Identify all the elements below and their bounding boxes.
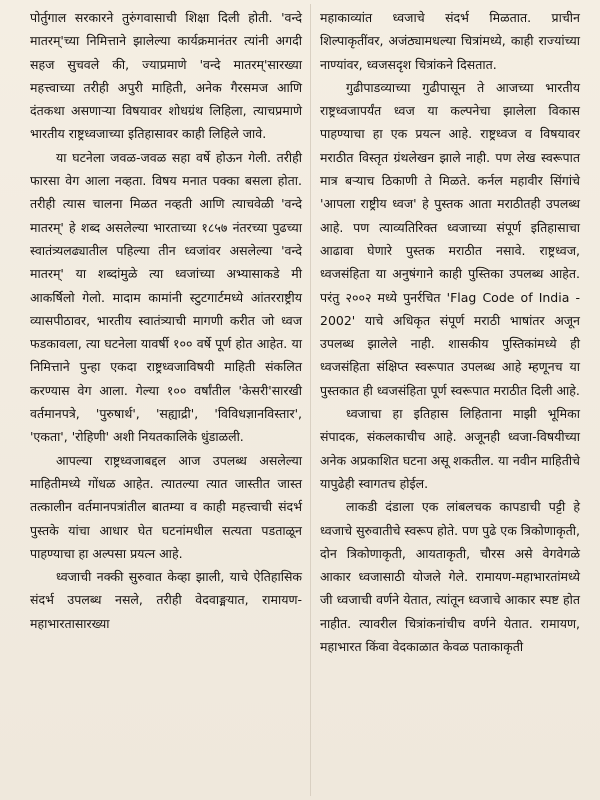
paragraph-left-3: आपल्या राष्ट्रध्वजाबद्दल आज उपलब्ध असलेल्या माहितीमध्ये गोंधळ आहेत. त्यातल्या त्यात जास्तीत जास्त तत्कालीन वर्तमानपत्रांतील बातम्या व काही महत्त्वाची संदर्भ पुस्तके यांचा आधार घेत घटनांमधील सत्यता पडताळून पाहण्याचा हा अल्पसा प्रयत्न आहे.: [30, 452, 302, 561]
left-column: [30, 6, 302, 635]
paragraph-right-3: ध्वजाचा हा इतिहास लिहिताना माझी भूमिका संपादक, संकलकाचीच आहे. अजूनही ध्वजा-विषयीच्या अनेक अप्रकाशित घटना असू शकतील. या नवीन माहितीचे यापुढेही स्वागतच होईल.: [320, 406, 580, 491]
paragraph-right-2: गुढीपाडव्याच्या गुढीपासून ते आजच्या भारतीय राष्ट्रध्वजापर्यंत ध्वज या कल्पनेचा झालेला विकास पाहण्याचा हा एक प्रयत्न आहे. राष्ट्रध्वज व विषयावर मराठीत विस्तृत ग्रंथलेखन झाले नाही. पण लेख स्वरूपात मात्र बऱ्याच ठिकाणी ते मिळते. कर्नल महावीर सिंगांचे 'आपला राष्ट्रीय ध्वज' हे पुस्तक आता मराठीतही उपलब्ध आहे. पण त्याव्यतिरिक्त ध्वजाच्या संपूर्ण इतिहासाचा आढावा घेणारे पुस्तक मराठीत नसावे. राष्ट्रध्वज, ध्वजसंहिता या अनुषंगाने काही पुस्तिका उपलब्ध आहेत. परंतु २००२ मध्ये पुनर्रचित 'Flag Code of India - 2002' याचे अधिकृत संपूर्ण मराठी भाषांतर अजून उपलब्ध झालेले नाही. शासकीय पुस्तिकांमध्ये ही ध्वजसंहिता संक्षिप्त स्वरूपात उपलब्ध आहे म्हणूनच या पुस्तकात ही ध्वजसंहिता पूर्ण स्वरूपात मराठीत दिली आहे.: [320, 79, 580, 398]
right-column: [320, 6, 580, 658]
paragraph-left-1: पोर्तुगाल सरकारने तुरुंगवासाची शिक्षा दिली होती. 'वन्दे मातरम्'च्या निमित्ताने झालेल्या कार्यक्रमानंतर त्यांनी अगदी सहज सुचवले की, ज्याप्रमाणे 'वन्दे मातरम्'सारख्या महत्त्वाच्या तरीही अपुरी माहिती, अनेक गैरसमज आणि दंतकथा असणाऱ्या विषयावर शोधग्रंथ लिहिला, त्याचप्रमाणे भारतीय राष्ट्रध्वजाच्या इतिहासावर काही लिहिले जावे.: [30, 10, 302, 142]
paragraph-left-4: ध्वजाची नक्की सुरुवात केव्हा झाली, याचे ऐतिहासिक संदर्भ उपलब्ध नसले, तरीही वेदवाङ्मयात, रामायण-महाभारतासारख्या: [30, 569, 302, 631]
paragraph-left-2: या घटनेला जवळ-जवळ सहा वर्षे होऊन गेली. तरीही फारसा वेग आला नव्हता. विषय मनात पक्का बसला होता. तरीही त्यास चालना मिळत नव्हती आणि त्याचवेळी 'वन्दे मातरम्' हे शब्द असलेल्या भारताच्या १८५७ नंतरच्या पुढच्या स्वातंत्र्यलढ्यातील पहिल्या तीन ध्वजांवर असलेल्या 'वन्दे मातरम्' या शब्दांमुळे त्या ध्वजांच्या अभ्यासाकडे मी आकर्षिलो गेलो. मादाम कामांनी स्टुटगार्टमध्ये आंतरराष्ट्रीय व्यासपीठावर, भारतीय स्वातंत्र्याची मागणी करीत जो ध्वज फडकावला, त्या घटनेला यावर्षी १०० वर्षे पूर्ण होत आहेत. या निमित्ताने पुन्हा एकदा राष्ट्रध्वजाविषयी माहिती संकलित करण्यास वेग आला. गेल्या १०० वर्षांतील 'केसरी'सारखी वर्तमानपत्रे, 'पुरुषार्थ', 'सह्याद्री', 'विविधज्ञानविस्तार', 'एकता', 'रोहिणी' अशी नियतकालिके धुंडाळली.: [30, 149, 302, 445]
paragraph-right-4: लाकडी दंडाला एक लांबलचक कापडाची पट्टी हे ध्वजाचे सुरुवातीचे स्वरूप होते. पण पुढे एक त्रिकोणाकृती, दोन त्रिकोणाकृती, आयताकृती, चौरस असे वेगवेगळे आकार ध्वजासाठी योजले गेले. रामायण-महाभारतांमध्ये जी ध्वजाची वर्णने येतात, त्यांतून ध्वजाचे आकार स्पष्ट होत नाहीत. त्यावरील चित्रांकनांचीच वर्णने येतात. रामायण, महाभारत किंवा वेदकाळात केवळ पताकाकृती: [320, 499, 580, 655]
paragraph-right-1: महाकाव्यांत ध्वजाचे संदर्भ मिळतात. प्राचीन शिल्पाकृतींवर, अजंठ्यामधल्या चित्रांमध्ये, काही राज्यांच्या नाण्यांवर, ध्वजसदृश चित्रांकने दिसतात.: [320, 10, 580, 72]
column-divider: [310, 4, 311, 796]
